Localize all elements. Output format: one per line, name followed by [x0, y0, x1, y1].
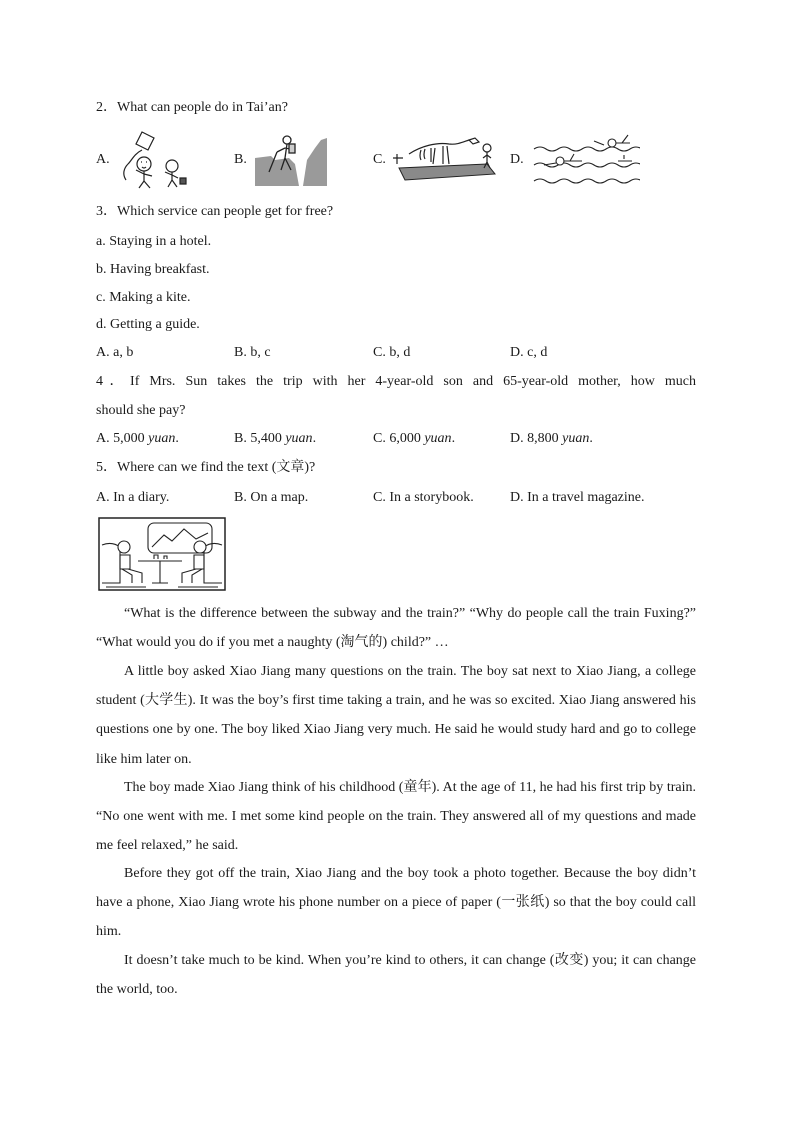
swimming-image [532, 131, 640, 187]
q3-question: 3．Which service can people get for free? [96, 204, 334, 219]
passage-paragraph-5-text: It doesn’t take much to be kind. When you’re kind to others, it can change (改变) you; it can change the world, too. [96, 953, 696, 998]
q5-option-a: A. In a diary. [96, 490, 170, 505]
q4-option-a [96, 430, 179, 448]
q4-option-a-amount: A. 5,000 [96, 431, 149, 446]
q5-option-d: D. In a travel magazine. [510, 490, 645, 505]
q3-item-d: d. Getting a guide. [96, 317, 200, 332]
kite-children-image [114, 128, 194, 190]
passage-paragraph-4-text: Before they got off the train, Xiao Jiang and the boy took a photo together. Because the boy didn’t have a phone, Xiao Jiang wrote his phone number on a piece of paper (一张纸) so that the boy could call him. [96, 866, 696, 940]
q4-option-d [510, 430, 593, 448]
passage-paragraph-4 [96, 859, 696, 947]
q3-option-d: D. c, d [510, 345, 548, 360]
q4-option-d-unit: yuan [562, 431, 590, 446]
q3-option-a: A. a, b [96, 345, 134, 360]
passage-paragraph-2 [96, 657, 696, 774]
passage-paragraph-5 [96, 946, 696, 1004]
kite-shape [136, 132, 154, 150]
q4-option-c-amount: C. 6,000 [373, 431, 425, 446]
q4-option-c [373, 430, 455, 448]
passage-paragraph-2-text: A little boy asked Xiao Jiang many questions on the train. The boy sat next to Xiao Jiang, a college student (大学生). It was the boy’s first time taking a train, and he was so excited. Xiao Jiang answered his questions one by one. The boy liked Xiao Jiang very much. He said he would study hard and go to college like him later on. [96, 664, 696, 767]
hiker-image [255, 130, 327, 186]
q4-option-b-period: . [312, 431, 317, 446]
q3-option-c: C. b, d [373, 345, 411, 360]
train-passengers-image [98, 517, 226, 591]
q5-option-b: B. On a map. [234, 490, 309, 505]
passage-paragraph-3 [96, 773, 696, 861]
q3-item-b: b. Having breakfast. [96, 262, 210, 277]
q4-question-line2: should she pay? [96, 403, 186, 418]
q5-option-c: C. In a storybook. [373, 490, 474, 505]
q3-item-c: c. Making a kite. [96, 290, 191, 305]
q4-option-a-period: . [175, 431, 179, 446]
q5-question: 5．Where can we find the text (文章)? [96, 460, 316, 475]
passage-paragraph-1-text: “What is the difference between the subway and the train?” “Why do people call the train Fuxing?” “What would you do if you met a naughty (淘气的) child?” … [96, 606, 696, 651]
q2-option-d-label: D. [510, 152, 524, 167]
passage-paragraph-1 [96, 599, 696, 657]
q3-option-b: B. b, c [234, 345, 271, 360]
q4-option-c-period: . [451, 431, 456, 446]
q4-option-d-period: . [589, 431, 593, 446]
passage-paragraph-3-text: The boy made Xiao Jiang think of his childhood (童年). At the age of 11, he had his first trip by train. “No one went with me. I met some kind people on the train. They answered all of my questions and made me feel relaxed,” he said. [96, 780, 696, 854]
dinosaur-skeleton-image [391, 134, 496, 186]
q3-item-a: a. Staying in a hotel. [96, 234, 212, 249]
q4-option-a-unit: yuan [148, 431, 176, 446]
q4-question-line1: 4．If Mrs. Sun takes the trip with her 4-year-old son and 65-year-old mother, how much [96, 374, 696, 389]
q4-option-c-unit: yuan [424, 431, 452, 446]
q4-option-d-amount: D. 8,800 [510, 431, 563, 446]
q4-option-b-unit: yuan [285, 431, 313, 446]
q2-option-b-label: B. [234, 152, 247, 167]
q2-option-c-label: C. [373, 152, 386, 167]
q2-option-a-label: A. [96, 152, 110, 167]
q2-question: 2．What can people do in Tai’an? [96, 100, 288, 115]
q4-option-b [234, 430, 316, 448]
q4-option-b-amount: B. 5,400 [234, 431, 286, 446]
